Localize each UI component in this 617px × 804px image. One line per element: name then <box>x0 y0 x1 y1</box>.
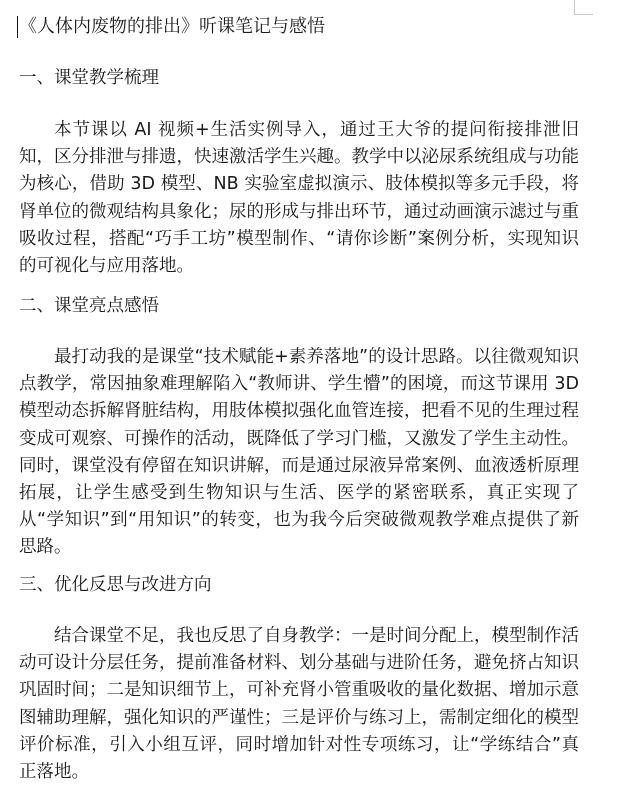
section-paragraph-3[interactable]: 结合课堂不足，我也反思了自身教学：一是时间分配上，模型制作活动可设计分层任务，提前准备材料、划分基础与进阶任务，避免挤占知识巩固时间；二是知识细节上，可补充肾小管重吸收的量化数据、增加示意图辅助理解，强化知识的严谨性；三是评价与练习上，需制定细化的模型评价标准，引入小组互评，同时增加针对性专项练习，让“学练结合”真正落地。 <box>19 626 579 783</box>
section-heading-3[interactable]: 三、优化反思与改进方向 <box>19 575 212 595</box>
text-cursor <box>17 16 18 38</box>
section-heading-2[interactable]: 二、课堂亮点感悟 <box>19 296 159 316</box>
section-paragraph-1[interactable]: 本节课以 AI 视频+生活实例导入，通过王大爷的提问衔接排泄旧知，区分排泄与排遗，快速激活学生兴趣。教学中以泌尿系统组成与功能为核心，借助 3D 模型、NB 实验室虚拟演示、肢体模拟等多元手段，将肾单位的微观结构具象化；尿的形成与排出环节，通过动画演示滤过与重吸收过程，搭配“巧手工坊”模型制作、“请你诊断”案例分析，实现知识的可视化与应用落地。 <box>19 120 579 277</box>
document-title[interactable]: 《人体内废物的排出》听课笔记与感悟 <box>19 16 325 37</box>
page-corner-mark <box>574 0 593 15</box>
section-paragraph-2[interactable]: 最打动我的是课堂“技术赋能+素养落地”的设计思路。以往微观知识点教学，常因抽象难理解陷入“教师讲、学生懵”的困境，而这节课用 3D 模型动态拆解肾脏结构，用肢体模拟强化血管连接，把看不见的生理过程变成可观察、可操作的活动，既降低了学习门槛，又激发了学生主动性。同时，课堂没有停留在知识讲解，而是通过尿液异常案例、血液透析原理拓展，让学生感受到生物知识与生活、医学的紧密联系，真正实现了从“学知识”到“用知识”的转变，也为我今后突破微观教学难点提供了新思路。 <box>19 347 579 558</box>
section-heading-1[interactable]: 一、课堂教学梳理 <box>19 68 159 88</box>
